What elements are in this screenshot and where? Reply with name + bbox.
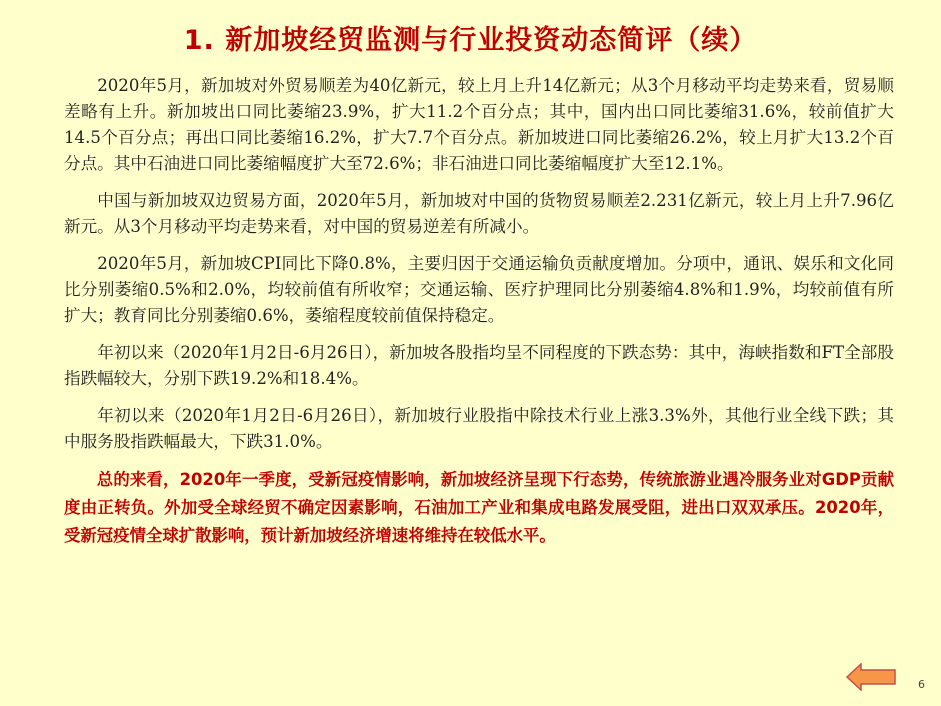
paragraph-stock-index: 年初以来（2020年1月2日-6月26日），新加坡各股指均呈不同程度的下跌态势：其中，海峡指数和FT全部股指跌幅较大，分别下跌19.2%和18.4%。 — [64, 343, 894, 388]
back-arrow-icon — [846, 663, 896, 691]
content-body — [64, 73, 894, 561]
page-number: 6 — [918, 678, 925, 691]
paragraph-cpi: 2020年5月，新加坡CPI同比下降0.8%，主要归因于交通运输负贡献度增加。分项中，通讯、娱乐和文化同比分别萎缩0.5%和2.0%，均较前值有所收窄；交通运输、医疗护理同比分别萎缩4.8%和1.9%，均较前值有所扩大；教育同比分别萎缩0.6%，萎缩程度较前值保持稳定。 — [64, 254, 894, 325]
paragraph-sector-index: 年初以来（2020年1月2日-6月26日），新加坡行业股指中除技术行业上涨3.3%外，其他行业全线下跌；其中服务股指跌幅最大，下跌31.0%。 — [64, 406, 894, 451]
back-arrow-button[interactable] — [846, 663, 896, 691]
summary-paragraph: 总的来看，2020年一季度，受新冠疫情影响，新加坡经济呈现下行态势，传统旅游业遇冷服务业对GDP贡献度由正转负。外加受全球经贸不确定因素影响，石油加工产业和集成电路发展受阻，进出口双双承压。2020年，受新冠疫情全球扩散影响，预计新加坡经济增速将维持在较低水平。 — [64, 470, 894, 545]
paragraph-trade: 2020年5月，新加坡对外贸易顺差为40亿新元，较上月上升14亿新元；从3个月移动平均走势来看，贸易顺差略有上升。新加坡出口同比萎缩23.9%，扩大11.2个百分点；其中，国内出口同比萎缩31.6%，较前值扩大14.5个百分点；再出口同比萎缩16.2%，扩大7.7个百分点。新加坡进口同比萎缩26.2%，较上月扩大13.2个百分点。其中石油进口同比萎缩幅度扩大至72.6%；非石油进口同比萎缩幅度扩大至12.1%。 — [64, 76, 894, 173]
paragraph-china-trade: 中国与新加坡双边贸易方面，2020年5月，新加坡对中国的货物贸易顺差2.231亿新元，较上月上升7.96亿新元。从3个月移动平均走势来看，对中国的贸易逆差有所减小。 — [64, 191, 894, 236]
page-title: 1. 新加坡经贸监测与行业投资动态简评（续） — [183, 25, 758, 56]
